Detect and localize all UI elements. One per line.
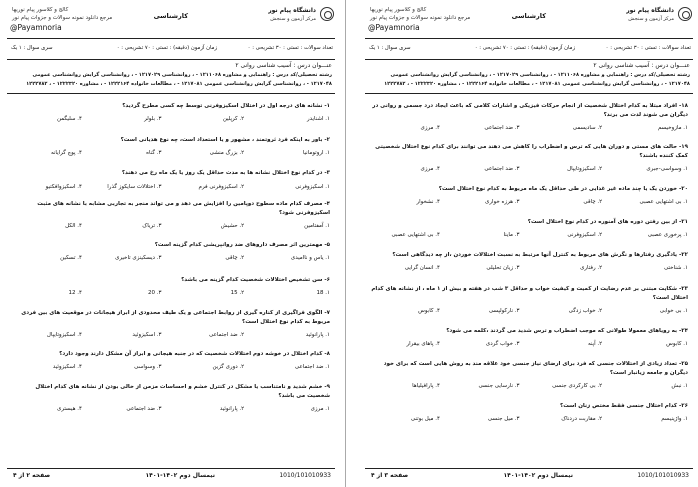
answer-option[interactable]: ۲. کرپلین <box>222 116 245 122</box>
answer-option[interactable]: ۱. یاس و ناامیدی <box>290 255 330 261</box>
major-codes: رشته تحصیلی/کد درس : راهنمایی و مشاوره ۱۲۱۱۰۶۸ - ، روانشناسی ۱۲۱۷۰۲۹ - ، روانشناسی گرایش روانشناسی عمومی ۱۲۱۷۰۴۸ - ، روانشناسی گرایش روانشناسی عمومی ۱۲۱۷۰۸۱ - ، مطالعات خانواده ۱۲۲۲۱۶۴ - ، مشاوره ۱۲۲۲۳۲۰ - ، ۱۲۲۲۷۸۲ <box>384 72 690 87</box>
answer-option[interactable]: ۳. ماینا <box>503 232 520 238</box>
answer-option[interactable]: ۲. ضد اجتماعی <box>209 332 245 338</box>
slogan-line-2: مرجع دانلود نمونه سوالات و جزوات پیام نور <box>12 15 113 21</box>
question-text: ۹- خشم شدید و نامتناسب یا مشکل در کنترل خشم و احساسات مزمن از خالی بودن از نشانه های کدام اختلال شخصیت می باشد؟ <box>35 384 330 399</box>
answer-option[interactable]: ۳. اختلالات سایکوز گذرا <box>107 184 162 190</box>
answer-option[interactable]: ۳. هرزه خواری <box>485 199 520 205</box>
answer-options <box>12 332 330 341</box>
exam-page-right <box>362 4 696 482</box>
answer-option[interactable]: ۱. مازوخیسم <box>657 125 688 131</box>
answer-option[interactable]: ۱. پارانوئید <box>305 332 330 338</box>
brand-handle: @Payamnoria <box>10 23 62 32</box>
answer-option[interactable]: ۲. بی کارکردی جنسی <box>552 383 603 389</box>
answer-option[interactable]: ۳. زیان تحلیلی <box>486 265 520 271</box>
answer-option[interactable]: ۱. اروتومانیا <box>302 150 330 156</box>
major-codes: رشته تحصیلی/کد درس : راهنمایی و مشاوره ۱۲۱۱۰۶۸ - ، روانشناسی ۱۲۱۷۰۲۹ - ، روانشناسی گرایش روانشناسی عمومی ۱۲۱۷۰۴۸ - ، روانشناسی گرایش روانشناسی عمومی ۱۲۱۷۰۸۱ - ، مطالعات خانواده ۱۲۲۲۱۶۴ - ، مشاوره ۱۲۲۲۳۲۰ - ، ۱۲۲۲۷۸۲ <box>26 72 332 87</box>
answer-option[interactable]: ۲. اسکیزوفرنی <box>567 232 603 238</box>
question-text: ۲۰- خوردن یک یا چند ماده غیر غذایی در طی حداقل یک ماه مربوط به کدام نوع اختلال است؟ <box>438 186 688 192</box>
exam-info <box>365 41 693 58</box>
university-name: دانشگاه پیام نور <box>268 7 316 14</box>
slogan-line-2: مرجع دانلود نمونه سوالات و جزوات پیام نور <box>370 15 471 21</box>
answer-option[interactable]: ۴. الکل <box>65 223 82 229</box>
answer-options <box>12 255 330 264</box>
question-text: ۲۵- تعداد زیادی از اختلالات جنسی که فرد برای ارضای نیاز جنسی خود علاقه مند به روش هایی است که برای خود دیگران و جامعه زیانبار است؟ <box>383 361 688 376</box>
answer-options <box>370 232 688 241</box>
footer-code: 1010/101010933 <box>279 472 331 479</box>
slogan <box>12 6 112 22</box>
answer-option[interactable]: ۲. چاقی <box>583 199 603 205</box>
question-text: ۲۳- شکایت مبتنی بر عدم رضایت از کمیت و کیفیت خواب و حداقل ۳ شب در هفته و بیش از ۱ ماه ، از نشانه های کدام اختلال است؟ <box>371 286 688 301</box>
answer-options <box>370 308 688 317</box>
footer-term: نیمسال دوم ۱۴۰۲-۱۴۰۱ <box>503 472 573 479</box>
answer-option[interactable]: ۳. ضد اجتماعی <box>484 166 520 172</box>
question-text: ۵- مهمترین اثر مصرف داروهای ضد روانپریشی کدام گزینه است؟ <box>154 242 330 248</box>
answer-option[interactable]: ۲. مقاربت دردناک <box>561 416 603 422</box>
course-title: عنـــوان درس : آسیب شناسی روانی ۲ <box>235 62 332 69</box>
question-text: ۲۴- به رویاهای معمولا طولانی که موجب اضطراب و ترس شدید می گردند ،کلمه می شود؟ <box>446 328 688 334</box>
answer-option[interactable]: ۳. دیسکینزی تاخیری <box>115 255 162 261</box>
question-text: ۱۹- حالت های مستی و دوران هایی که ترس و اضطراب را کاهش می دهند می توانند برای کدام نوع اختلال شخصیتی کمک کننده باشند؟ <box>375 144 688 159</box>
answer-option[interactable]: ۴. کابوس <box>418 308 440 314</box>
degree-level: کارشناسی <box>153 12 188 20</box>
answer-option[interactable]: ۲. حشیش <box>220 223 245 229</box>
question-series: سری سوال : ۱ یک <box>11 45 53 51</box>
answer-option[interactable]: ۲. خواب زدگی <box>568 308 603 314</box>
answer-options <box>12 364 330 373</box>
answer-options <box>12 406 330 415</box>
question-text: ۲۱- از بین رفتن دوره های آمنوره در کدام نوع اختلال است؟ <box>527 219 688 225</box>
slogan-line-1: کالج و کلاسور پیام نوریها <box>370 7 427 13</box>
answer-option[interactable]: ۲. دوری گزین <box>212 364 245 370</box>
answer-option[interactable]: ۴. بی اشتهایی عصبی <box>391 232 440 238</box>
answer-option[interactable]: ۳. میل جنسی <box>487 416 520 422</box>
answer-option[interactable]: ۲. اسکیزوتایپال <box>567 166 603 172</box>
footer-page-number: صفحه ۳ از ۴ <box>371 472 409 479</box>
answer-option[interactable]: ۴. مرزی <box>420 125 440 131</box>
answer-option[interactable]: ۱. وسواسی-جبری <box>646 166 688 172</box>
exam-info <box>7 41 335 58</box>
answer-option[interactable]: ۳. 20 <box>148 290 162 296</box>
question-text: ۲۶- کدام اختلال جنسی فقط مختص زنان است؟ <box>560 403 688 409</box>
university-logo-icon <box>320 7 334 21</box>
page-separator <box>345 0 346 487</box>
answer-option[interactable]: ۳. خواب گردی <box>485 341 520 347</box>
question-text: ۸- کدام اختلال در خوشه دوم اختلالات شخصیت که در جنبه هیجانی و ابراز آن مشکل دارند وجود دارد؟ <box>59 351 330 357</box>
course-title: عنـــوان درس : آسیب شناسی روانی ۲ <box>593 62 690 69</box>
answer-option[interactable]: ۲. اسکیزوفرنی فرم <box>198 184 245 190</box>
slogan <box>370 6 470 22</box>
answer-options <box>370 341 688 350</box>
answer-option[interactable]: ۲. آپنه <box>588 341 603 347</box>
degree-level: کارشناسی <box>511 12 546 20</box>
question-text: ۴- مصرف کدام ماده سطوح دوپامین را افزایش می دهد و می تواند منجر به تجاربی مشابه با نشانه های مثبت اسکیزوفرنی شود؟ <box>37 201 330 216</box>
answer-option[interactable]: ۲. پارانوئید <box>219 406 245 412</box>
answer-option[interactable]: ۴. اسکیزوتایپال <box>46 332 82 338</box>
answer-option[interactable]: ۱. 18 <box>316 290 330 296</box>
exam-center: مرکز آزمون و سنجش <box>270 16 316 22</box>
answer-options <box>12 116 330 125</box>
answer-option[interactable]: ۲. چاقی <box>225 255 245 261</box>
answer-option[interactable]: ۱. کابوس <box>666 341 688 347</box>
question-series: سری سوال : ۱ یک <box>369 45 411 51</box>
exam-time: زمان آزمون (دقیقه) : تستی : ۷۰ تشریحی : ۰ <box>116 45 217 51</box>
answer-option[interactable]: ۱. واژینیسم <box>661 416 688 422</box>
answer-option[interactable]: ۱. مرزی <box>310 406 330 412</box>
question-text: ۳- در کدام نوع اختلال نشانه ها به مدت حداقل یک روز یا یک ماه رخ می دهند؟ <box>121 170 330 176</box>
answer-option[interactable]: ۴. تسکین <box>60 255 82 261</box>
answer-options <box>12 150 330 159</box>
footer-page-number: صفحه ۲ از ۴ <box>13 472 51 479</box>
answer-option[interactable]: ۱. آمفتامین <box>304 223 330 229</box>
answer-option[interactable]: ۳. اسکیزوئید <box>132 332 162 338</box>
question-text: ۱- نشانه های درجه اول در اختلال اسکیزوفرنی توسط چه کسی مطرح گردید؟ <box>122 103 330 109</box>
slogan-line-1: کالج و کلاسور پیام نوریها <box>12 7 69 13</box>
footer-term: نیمسال دوم ۱۴۰۲-۱۴۰۱ <box>145 472 215 479</box>
answer-option[interactable]: ۲. 15 <box>230 290 245 296</box>
answer-option[interactable]: ۳. نارکولپسی <box>488 308 520 314</box>
answer-option[interactable]: ۳. تریاک <box>142 223 162 229</box>
brand-handle: @Payamnoria <box>368 23 420 32</box>
exam-page-left <box>4 4 338 482</box>
answer-option[interactable]: ۱. ضد اجتماعی <box>294 364 330 370</box>
answer-option[interactable]: ۳. ضد اجتماعی <box>484 125 520 131</box>
university-logo-icon <box>678 7 692 21</box>
answer-option[interactable]: ۲. سادیسمی <box>572 125 603 131</box>
answer-options <box>370 166 688 175</box>
page-header <box>362 4 696 38</box>
university-name: دانشگاه پیام نور <box>626 7 674 14</box>
answer-option[interactable]: ۴. انسان گرایی <box>404 265 440 271</box>
question-text: ۲۲- یادگیری رفتارها و نگرش های مربوط به کنترل آنها مرتبط به نسبت اختلالات خوردن ،از چه دیدگاهی است؟ <box>392 252 688 258</box>
page-footer <box>7 468 335 482</box>
answer-option[interactable]: ۱. پرخوری عصبی <box>647 232 688 238</box>
answer-option[interactable]: ۱. اشنایدر <box>306 116 330 122</box>
answer-option[interactable]: ۴. میل بوتنی <box>410 416 440 422</box>
answer-options <box>370 265 688 274</box>
answer-option[interactable]: ۴. هیستری <box>57 406 82 412</box>
answer-option[interactable]: ۳. نارسایی جنسی <box>478 383 520 389</box>
question-text: ۶- سن تشخیص اختلالات شخصیت کدام گزینه می باشد؟ <box>181 277 330 283</box>
answer-option[interactable]: ۱. نبش <box>671 383 688 389</box>
answer-options <box>370 383 688 392</box>
answer-option[interactable]: ۳. ضد اجتماعی <box>126 406 162 412</box>
page-header <box>4 4 338 38</box>
answer-option[interactable]: ۴. پاهای بیقرار <box>406 341 440 347</box>
answer-options <box>12 184 330 193</box>
answer-option[interactable]: ۴. نشخوار <box>416 199 440 205</box>
answer-option[interactable]: ۴. اسکیزوئید <box>52 364 82 370</box>
answer-options <box>12 223 330 232</box>
answer-options <box>370 125 688 134</box>
answer-option[interactable]: ۲. بزرگ منشی <box>209 150 245 156</box>
question-count: تعداد سوالات : تستی : ۳۰ تشریحی : ۰ <box>605 45 691 51</box>
question-text: ۷- الگوی فراگیری از کناره گیری از روابط اجتماعی و یک طیف محدودی از ابراز هیجانات در موقعیت های بین فردی مربوط به کدام نوع اختلال است؟ <box>21 310 330 325</box>
question-text: ۱۸- افراد مبتلا به کدام اختلال شخصیت از انجام حرکات فیزیکی و اشارات کلامی که باعث ایجاد درد جسمی و روانی در دیگران می شوند لذت می برند؟ <box>372 103 688 118</box>
answer-option[interactable]: ۱. بی خوابی <box>659 308 688 314</box>
answer-option[interactable]: ۲. رفتاری <box>580 265 603 271</box>
answer-options <box>370 416 688 425</box>
answer-option[interactable]: ۴. اسکیزوافکتیو <box>45 184 82 190</box>
question-count: تعداد سوالات : تستی : ۳۰ تشریحی : ۰ <box>247 45 333 51</box>
answer-option[interactable]: ۴. سلیگمن <box>57 116 82 122</box>
footer-code: 1010/101010933 <box>637 472 689 479</box>
answer-option[interactable]: ۳. وسواسی <box>134 364 162 370</box>
exam-center: مرکز آزمون و سنجش <box>628 16 674 22</box>
page-footer <box>365 468 693 482</box>
answer-options <box>370 199 688 208</box>
answer-option[interactable]: ۱. اسکیزوفرنی <box>295 184 330 190</box>
answer-option[interactable]: ۱. بی اشتهایی عصبی <box>639 199 688 205</box>
answer-option[interactable]: ۱. شناختی <box>663 265 688 271</box>
answer-option[interactable]: ۴. پارافیلیاها <box>412 383 440 389</box>
answer-option[interactable]: ۳. گناه <box>146 150 162 156</box>
answer-option[interactable]: ۴. 12 <box>68 290 82 296</box>
answer-option[interactable]: ۴. مرزی <box>420 166 440 172</box>
answer-options <box>12 290 330 299</box>
exam-time: زمان آزمون (دقیقه) : تستی : ۷۰ تشریحی : ۰ <box>474 45 575 51</box>
question-text: ۲- باور به اینکه فرد ثروتمند ، مشهور و یا استعداد است، چه نوع هذیانی است؟ <box>120 137 330 143</box>
answer-option[interactable]: ۴. پوچ گرایانه <box>50 150 82 156</box>
answer-option[interactable]: ۳. بلولر <box>144 116 162 122</box>
